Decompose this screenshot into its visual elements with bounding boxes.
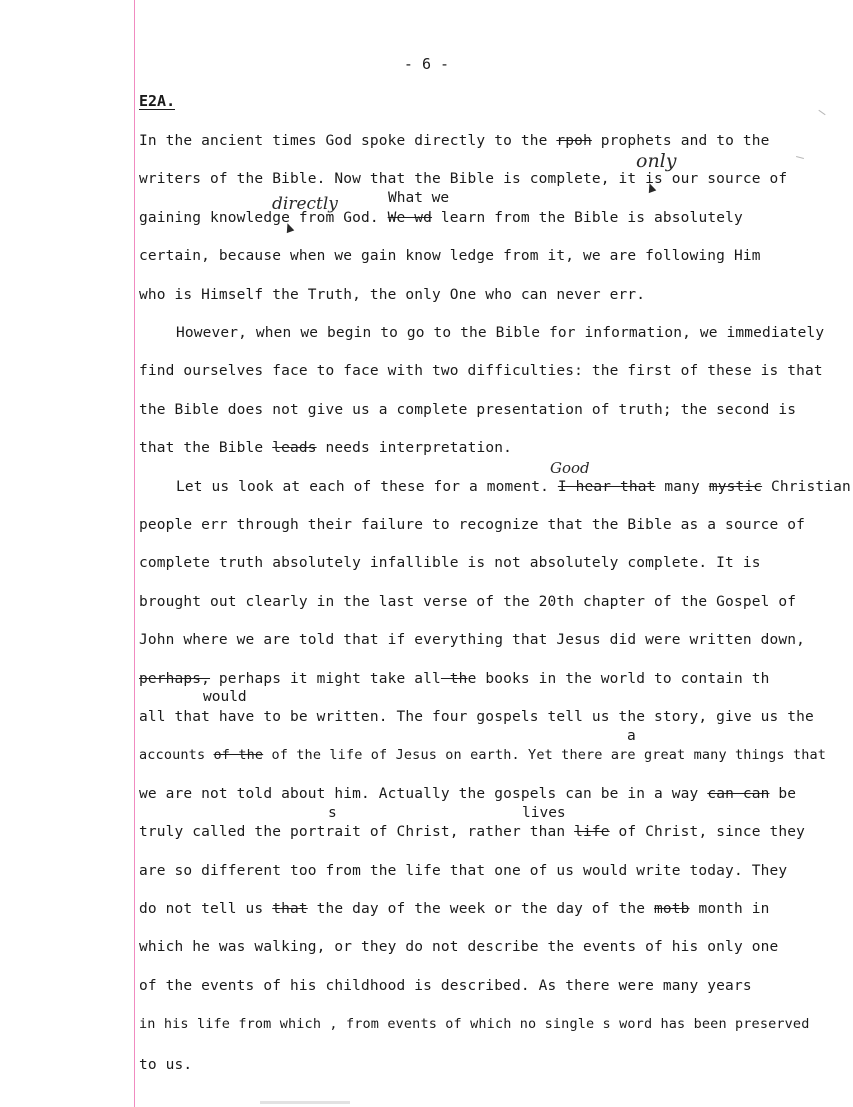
text-line-1: In the ancient times God spoke directly to the rpoh prophets and to the bbox=[139, 133, 770, 149]
scan-speck bbox=[260, 1101, 350, 1104]
text-line-3: gaining knowledge from God. We wd learn from the Bible is absolutely bbox=[139, 210, 743, 226]
scan-speck bbox=[818, 110, 825, 115]
text-line-20: are so different too from the life that one of us would write today. They bbox=[139, 863, 788, 879]
struck-text: leads bbox=[272, 440, 317, 456]
struck-text: of the bbox=[213, 747, 264, 763]
page-number: - 6 - bbox=[403, 55, 450, 73]
text-line-18: we are not told about him. Actually the gospels can be in a way can can be bbox=[139, 786, 797, 802]
left-margin-line bbox=[134, 0, 135, 1107]
text-line-25: to us. bbox=[139, 1057, 193, 1073]
text-line-19: truly called the portrait of Christ, rather than life of Christ, since they bbox=[139, 824, 805, 840]
text-line-17: accounts of the of the life of Jesus on earth. Yet there are great many things that bbox=[139, 747, 827, 763]
text-line-24: in his life from which , from events of which no single s word has been preserved bbox=[139, 1016, 810, 1032]
section-mark: E2A. bbox=[139, 92, 176, 110]
text-line-14: John where we are told that if everything that Jesus did were written down, bbox=[139, 632, 805, 648]
text-line-2: writers of the Bible. Now that the Bible is complete, it is our source of bbox=[139, 171, 788, 187]
struck-text: We wd bbox=[387, 210, 433, 226]
struck-text: can can bbox=[707, 786, 770, 802]
struck-text: th bbox=[440, 671, 468, 687]
text-line-12: complete truth absolutely infallible is not absolutely complete. It is bbox=[139, 555, 761, 571]
struck-text: perhaps, bbox=[139, 671, 211, 687]
text-line-11: people err through their failure to recognize that the Bible as a source of bbox=[139, 517, 805, 533]
text-line-22: which he was walking, or they do not describe the events of his only one bbox=[139, 939, 779, 955]
text-line-10: Let us look at each of these for a moment. I hear that many mystic Christian bbox=[176, 479, 851, 495]
text-line-23: of the events of his childhood is described. As there were many years bbox=[139, 978, 752, 994]
struck-text: life bbox=[574, 824, 610, 840]
struck-text: I hear that bbox=[557, 479, 656, 495]
insert-a: a bbox=[627, 728, 636, 744]
text-line-13: brought out clearly in the last verse of the 20th chapter of the Gospel of bbox=[139, 594, 797, 610]
handwritten-good: Good bbox=[550, 459, 590, 477]
text-line-6: However, when we begin to go to the Bible for information, we immediately bbox=[176, 325, 825, 341]
scan-speck bbox=[796, 156, 804, 159]
insert-what-we: What we bbox=[388, 190, 450, 206]
handwritten-directly: directly bbox=[272, 194, 338, 214]
handwritten-only: only bbox=[636, 150, 677, 172]
insert-lives: lives bbox=[522, 805, 566, 821]
text-line-8: the Bible does not give us a complete presentation of truth; the second is bbox=[139, 402, 797, 418]
text-line-16: all that have to be written. The four gospels tell us the story, give us the bbox=[139, 709, 814, 725]
insert-s: s bbox=[328, 805, 337, 821]
insert-would: would bbox=[203, 689, 247, 705]
text-line-7: find ourselves face to face with two difficulties: the first of these is that bbox=[139, 363, 823, 379]
struck-text: mystic bbox=[708, 479, 763, 495]
text-line-21: do not tell us that the day of the week or the day of the motb month in bbox=[139, 901, 770, 917]
struck-text: rpoh bbox=[556, 133, 592, 149]
text-line-5: who is Himself the Truth, the only One who can never err. bbox=[139, 287, 646, 303]
text-line-4: certain, because when we gain know ledge from it, we are following Him bbox=[139, 248, 761, 264]
struck-text: that bbox=[272, 901, 308, 917]
text-line-9: that the Bible leads needs interpretation. bbox=[139, 440, 512, 456]
struck-text: motb bbox=[654, 901, 690, 917]
text-line-15: perhaps, perhaps it might take all the books in the world to contain th bbox=[139, 671, 770, 687]
